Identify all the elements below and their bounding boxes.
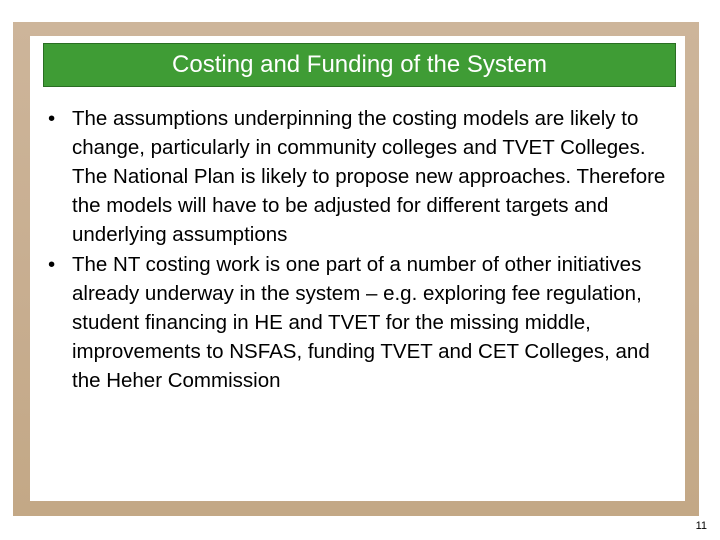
page-number: 11 — [695, 520, 707, 532]
slide-title: Costing and Funding of the System — [172, 51, 547, 78]
title-bar — [43, 43, 676, 87]
bullet-list — [48, 104, 670, 396]
bullet-item — [48, 250, 670, 395]
bullet-text: The NT costing work is one part of a number of other initiatives already underway in the system – e.g. exploring fee regulation, student financing in HE and TVET for the missing middle, improvements to NSFAS, funding TVET and CET Colleges, and the Heher Commission — [72, 253, 650, 392]
bullet-item — [48, 104, 670, 249]
bullet-icon: • — [48, 107, 56, 130]
bullet-icon: • — [48, 253, 56, 276]
bullet-text: The assumptions underpinning the costing models are likely to change, particularly in community colleges and TVET Colleges. The National Plan is likely to propose new approaches. Therefore the models will have to be adjusted for different targets and underlying assumptions — [72, 107, 666, 246]
